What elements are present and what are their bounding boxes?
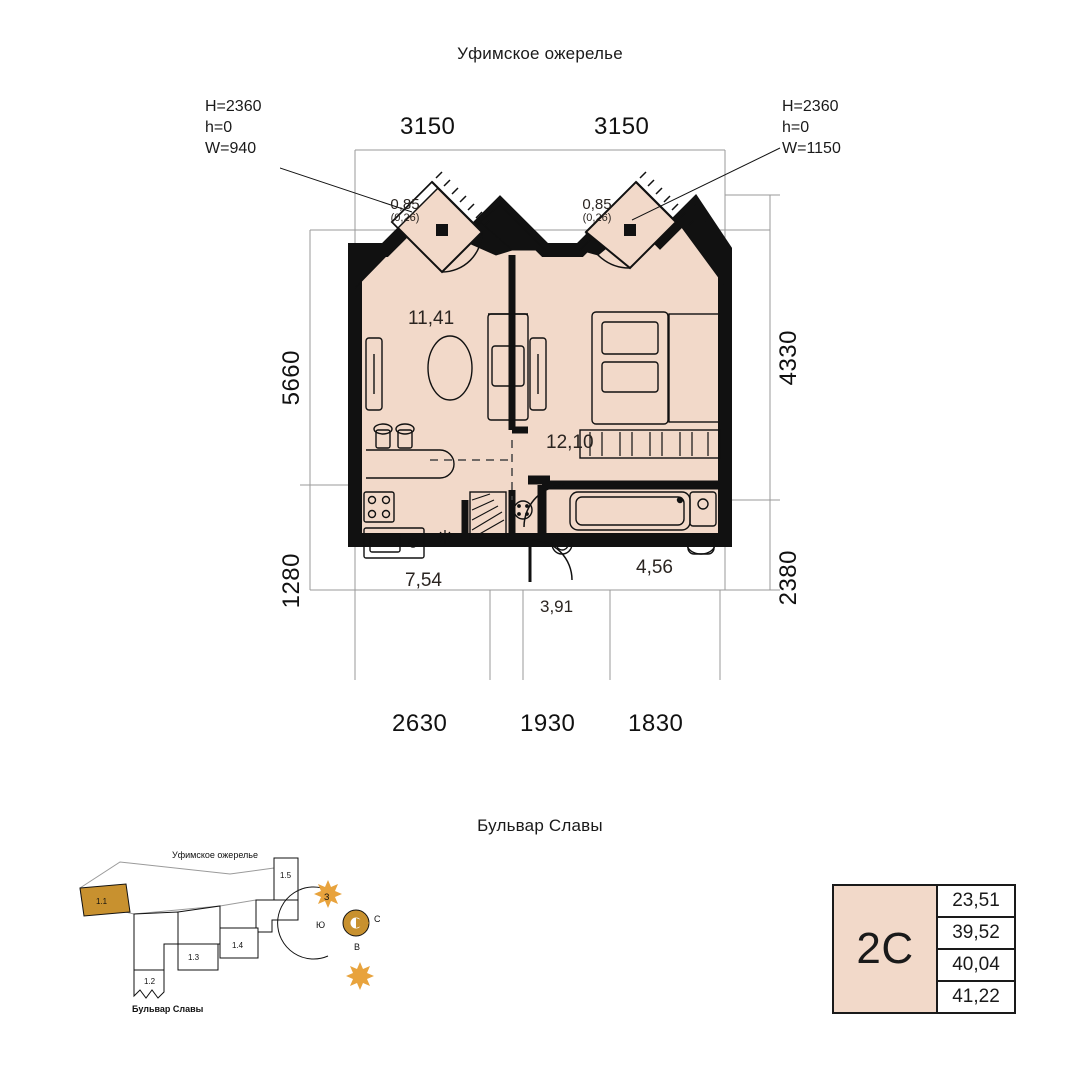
area-value-2: 39,52 [938,918,1014,950]
dimension-right-2: 2380 [775,550,802,606]
minimap-block-1-4: 1.4 [232,941,244,950]
callout-right-h2: h=0 [782,119,810,136]
page-title-bottom: Бульвар Славы [477,816,603,835]
dimension-right-1: 4330 [775,330,802,386]
area-value-1: 23,51 [938,886,1014,918]
area-value-3: 40,04 [938,950,1014,982]
balcony-right-value: 0,85 [582,196,612,213]
apartment-type-code: 2С [856,924,914,973]
room-area-living-room: 11,41 [408,308,455,329]
compass-label-z: З [324,892,330,902]
callout-right-w: W=1150 [782,140,841,157]
dimension-bottom-1: 2630 [392,710,448,737]
minimap-block-1-2: 1.2 [144,977,156,986]
balcony-left-value: 0,85 [390,196,420,213]
minimap-block-1-1: 1.1 [96,897,108,906]
site-minimap [60,840,380,1040]
dimension-top-right: 3150 [594,113,650,140]
balcony-left-coef: (0,26) [390,212,420,224]
dimension-bottom-3: 1830 [628,710,684,737]
dimension-bottom-2: 1930 [520,710,576,737]
compass-label-yu: Ю [316,920,326,930]
balcony-area-right [574,196,620,224]
callout-left-w: W=940 [205,140,257,157]
minimap-block-1-5: 1.5 [280,871,292,880]
minimap-top-label: Уфимское ожерелье [172,850,258,860]
balcony-right-coef: (0,26) [582,212,612,224]
callout-left-h: H=2360 [205,98,262,115]
apartment-area-values [936,886,1014,1012]
callout-left-h2: h=0 [205,119,233,136]
minimap-bottom-label: Бульвар Славы [132,1004,204,1014]
room-area-hall: 3,91 [540,597,574,616]
callout-right-h: H=2360 [782,98,839,115]
apartment-type-legend [832,884,1016,1014]
room-area-bedroom: 12,10 [546,432,594,453]
page-title-top: Уфимское ожерелье [457,44,623,63]
dimension-top-left: 3150 [400,113,456,140]
dimension-left-1: 5660 [278,350,305,406]
minimap-block-1-3: 1.3 [188,953,200,962]
room-area-kitchen: 7,54 [405,570,442,591]
balcony-area-left [382,196,428,224]
callout-left [205,96,262,159]
compass-label-s: С [374,914,380,924]
floor-plan [280,100,800,720]
room-area-bathroom: 4,56 [636,557,673,578]
compass-label-v: В [354,942,361,952]
dimension-left-2: 1280 [278,553,305,609]
area-value-4: 41,22 [938,982,1014,1012]
